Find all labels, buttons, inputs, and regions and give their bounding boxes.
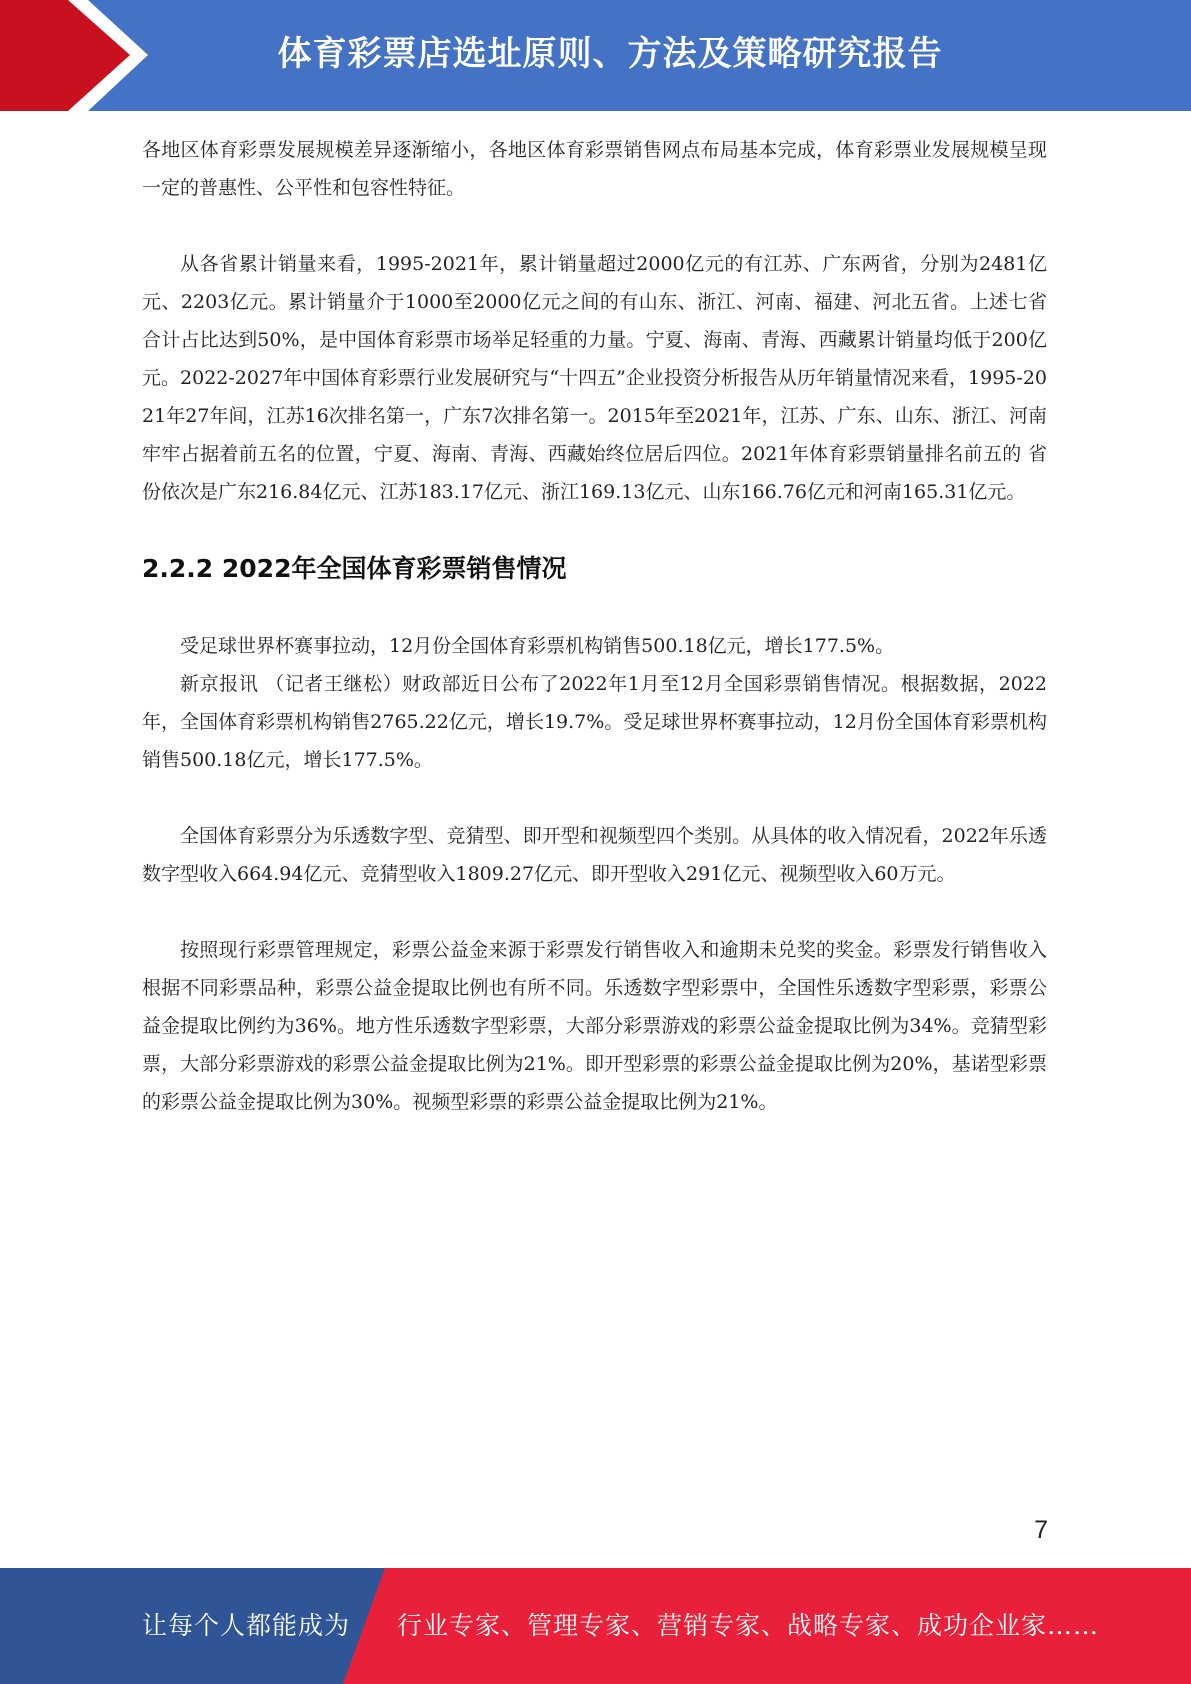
document-body [142, 131, 1047, 1121]
page-number: 7 [1034, 1516, 1048, 1544]
footer-slogan-right: 行业专家、管理专家、营销专家、战略专家、成功企业家…… [397, 1611, 1100, 1640]
paragraph-news-report: 新京报讯 （记者王继松）财政部近日公布了2022年1月至12月全国彩票销售情况。根据数据，2022年，全国体育彩票机构销售2765.22亿元，增长19.7%。受足球世界杯赛事拉动，12月份全国体育彩票机构销售500.18亿元，增长177.5%。 [142, 673, 1047, 771]
page-header [0, 0, 1191, 111]
paragraph-public-welfare-fund: 按照现行彩票管理规定，彩票公益金来源于彩票发行销售收入和逾期未兑奖的奖金。彩票发行销售收入根据不同彩票品种，彩票公益金提取比例也有所不同。乐透数字型彩票中，全国性乐透数字型彩票，彩票公益金提取比例约为36%。地方性乐透数字型彩票，大部分彩票游戏的彩票公益金提取比例为34%。竞猜型彩票，大部分彩票游戏的彩票公益金提取比例为21%。即开型彩票的彩票公益金提取比例为20%，基诺型彩票的彩票公益金提取比例为30%。视频型彩票的彩票公益金提取比例为21%。 [142, 939, 1047, 1113]
footer-slogan-left: 让每个人都能成为 [142, 1611, 351, 1640]
section-heading: 2.2.2 2022年全国体育彩票销售情况 [142, 554, 567, 583]
paragraph-regional-scale: 各地区体育彩票发展规模差异逐渐缩小，各地区体育彩票销售网点布局基本完成，体育彩票业发展规模呈现一定的普惠性、公平性和包容性特征。 [142, 139, 1047, 199]
paragraph-december-sales: 受足球世界杯赛事拉动，12月份全国体育彩票机构销售500.18亿元，增长177.5%。 [180, 635, 895, 657]
paragraph-provincial-sales: 从各省累计销量来看，1995-2021年，累计销量超过2000亿元的有江苏、广东两省，分别为2481亿元、2203亿元。累计销量介于1000至2000亿元之间的有山东、浙江、河南、福建、河北五省。上述七省合计占比达到50%，是中国体育彩票市场举足轻重的力量。宁夏、海南、青海、西藏累计销量均低于200亿元。2022-2027年中国体育彩票行业发展研究与“十四五”企业投资分析报告从历年销量情况来看，1995-2021年27年间，江苏16次排名第一，广东7次排名第一。2015年至2021年，江苏、广东、山东、浙江、河南牢牢占据着前五名的位置，宁夏、海南、青海、西藏始终位居后四位。2021年体育彩票销量排名前五的 省份依次是广东216.84亿元、江苏183.17亿元、浙江169.13亿元、山东166.76亿元和河南165.31亿元。 [142, 253, 1047, 503]
report-title: 体育彩票店选址原则、方法及策略研究报告 [277, 34, 943, 74]
paragraph-lottery-categories: 全国体育彩票分为乐透数字型、竞猜型、即开型和视频型四个类别。从具体的收入情况看，2022年乐透数字型收入664.94亿元、竞猜型收入1809.27亿元、即开型收入291亿元、视频型收入60万元。 [142, 825, 1047, 885]
page-footer [0, 1568, 1191, 1684]
